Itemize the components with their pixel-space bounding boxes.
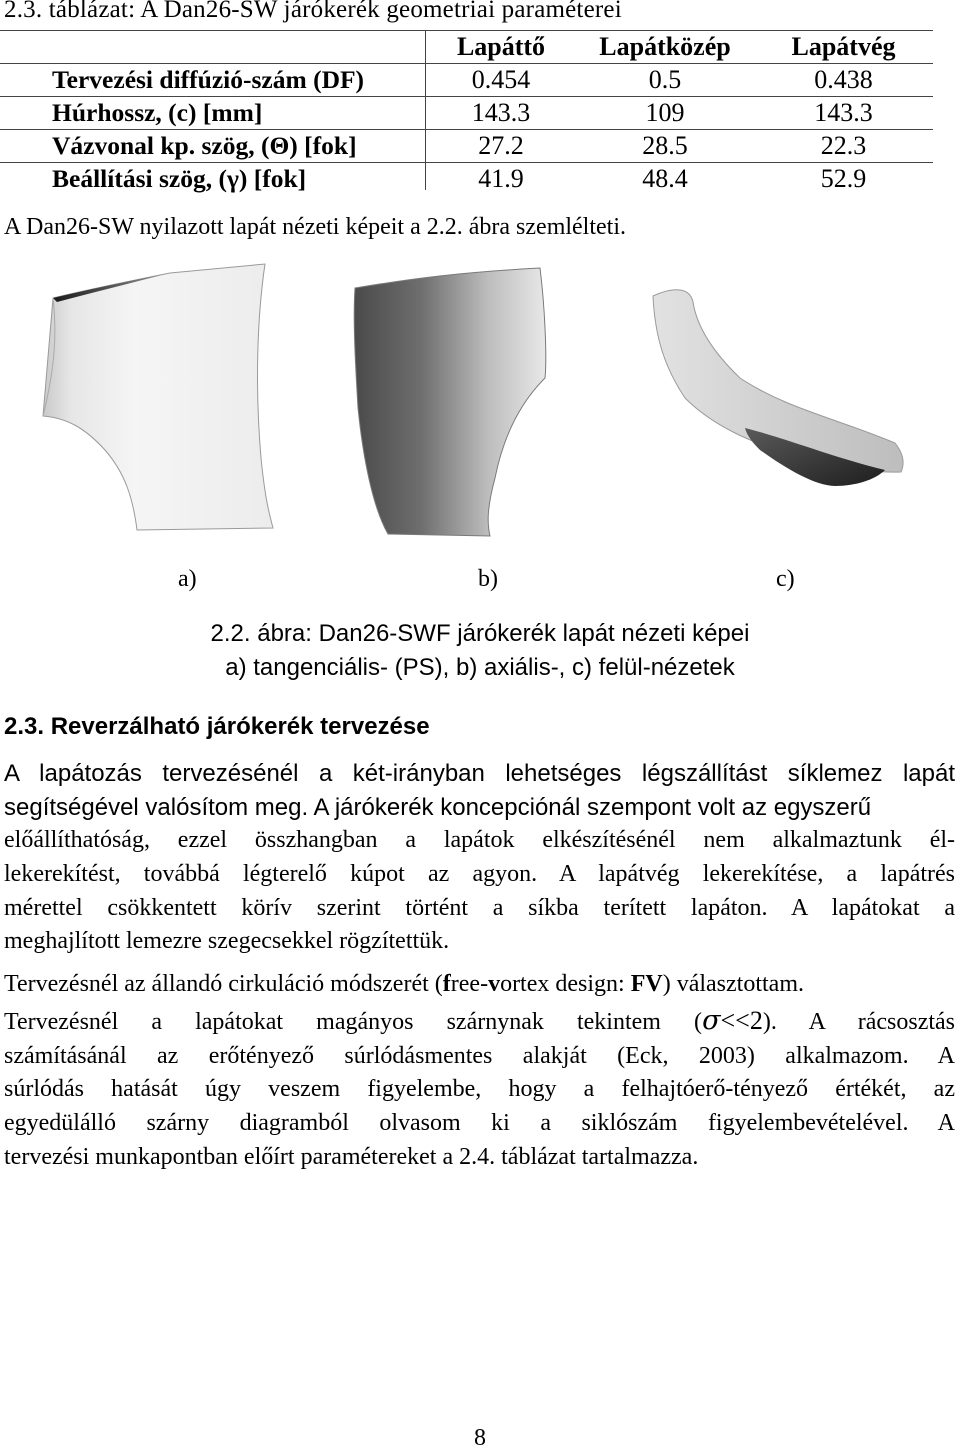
text-run: FV [630, 971, 663, 997]
row-label: Tervezési diffúzió-szám (DF) [52, 65, 365, 94]
text-run: Tervezésnél a lapátokat magányos szárnynak tekintem ( [4, 1008, 703, 1035]
text-run: v [488, 971, 501, 997]
table-row [0, 130, 933, 163]
table-cell: 143.3 [471, 98, 531, 127]
paragraph-line: súrlódás hatását úgy veszem figyelembe, hogy a felhajtóerő-tényező értékét, az [4, 1076, 955, 1103]
table-cell: 143.3 [814, 98, 873, 127]
blade-view-b [354, 268, 546, 536]
page-number: 8 [474, 1425, 486, 1451]
paragraph-2 [4, 968, 955, 1174]
table-cell: 0.5 [648, 65, 682, 94]
paragraph-line [4, 1002, 955, 1040]
panel-label-b: b) [478, 566, 498, 592]
header-cell: Lapátvég [791, 32, 896, 61]
paragraph-line: lekerekítést, továbbá légterelő kúpot az agyon. A lapátvég lekerekítése, a lapátrés [4, 861, 955, 888]
table-cell: 28.5 [642, 131, 688, 160]
paragraph-1-body [4, 824, 955, 959]
text-run: ortex design: [500, 971, 631, 997]
table-row [0, 64, 933, 97]
table-caption: 2.3. táblázat: A Dan26-SW járókerék geometriai paraméterei [4, 0, 622, 23]
paragraph-line: mérettel csökkentett körív szerint történt a síkba terített lapáton. A lapátokat a [4, 894, 955, 921]
figure-caption-subtitle: a) tangenciális- (PS), b) axiális-, c) felül-nézetek [225, 654, 735, 681]
blade-views-figure [25, 258, 930, 600]
paragraph-line: tervezési munkapontban előírt paramétereket a 2.4. táblázat tartalmazza. [4, 1143, 699, 1170]
paragraph-line: egyedülálló szárny diagramból olvasom ki a siklószám figyelembevételével. A [4, 1110, 955, 1137]
table-cell: 27.2 [478, 131, 524, 160]
text-run: ree- [450, 971, 489, 997]
text-run: f [442, 971, 451, 997]
solidity-condition: <<2 [720, 1005, 763, 1035]
paragraph-line [4, 968, 955, 1002]
paragraph-line: meghajlított lemezre szegecsekkel rögzítettük. [4, 928, 450, 955]
paragraph-line: segítségével valósítom meg. A járókerék koncepciónál szempont volt az egyszerű [4, 793, 872, 821]
blade-view-a [43, 264, 273, 530]
text-run: Tervezésnél az állandó cirkuláció módszerét ( [4, 971, 443, 997]
paragraph-line: A lapátozás tervezésénél a két-irányban lehetséges légszállítást síklemez lapát [4, 760, 955, 787]
header-cell: Lapátközép [599, 32, 731, 61]
table-cell: 0.454 [471, 65, 531, 94]
panel-label-c: c) [776, 566, 795, 592]
figure-caption: 2.2. ábra: Dan26-SWF járókerék lapát nézeti képei [210, 620, 750, 647]
table-row [0, 163, 933, 195]
paragraph-line: előállíthatóság, ezzel összhangban a lapátok elkészítésénél nem alkalmaztunk él- [4, 827, 955, 854]
section-heading: 2.3. Reverzálható járókerék tervezése [4, 713, 430, 740]
row-label: Húrhossz, (c) [mm] [52, 98, 263, 127]
row-label: Beállítási szög, (γ) [fok] [52, 164, 307, 193]
row-label: Vázvonal kp. szög, (Θ) [fok] [52, 131, 357, 160]
table-cell: 22.3 [820, 131, 867, 160]
paragraph-line: számításánál az erőtényező súrlódásmentes alakját (Eck, 2003) alkalmazom. A [4, 1042, 955, 1069]
header-cell: Lapáttő [456, 32, 546, 61]
parameters-table [0, 30, 933, 195]
table-cell: 109 [645, 98, 685, 127]
blade-view-c [653, 290, 903, 486]
table-cell: 52.9 [820, 164, 867, 193]
paragraph-1 [4, 757, 955, 824]
table-cell: 41.9 [478, 164, 524, 193]
table-cell: 0.438 [814, 65, 873, 94]
table-row [0, 97, 933, 130]
sigma-symbol: σ [702, 1004, 721, 1036]
panel-label-a: a) [178, 566, 197, 592]
intro-sentence: A Dan26-SW nyilazott lapát nézeti képeit a 2.2. ábra szemlélteti. [4, 214, 627, 240]
table-header-row [0, 30, 933, 64]
table-cell: 48.4 [642, 164, 688, 193]
text-run: ) választottam. [662, 971, 804, 997]
text-run: ). A rácsosztás [762, 1008, 955, 1035]
